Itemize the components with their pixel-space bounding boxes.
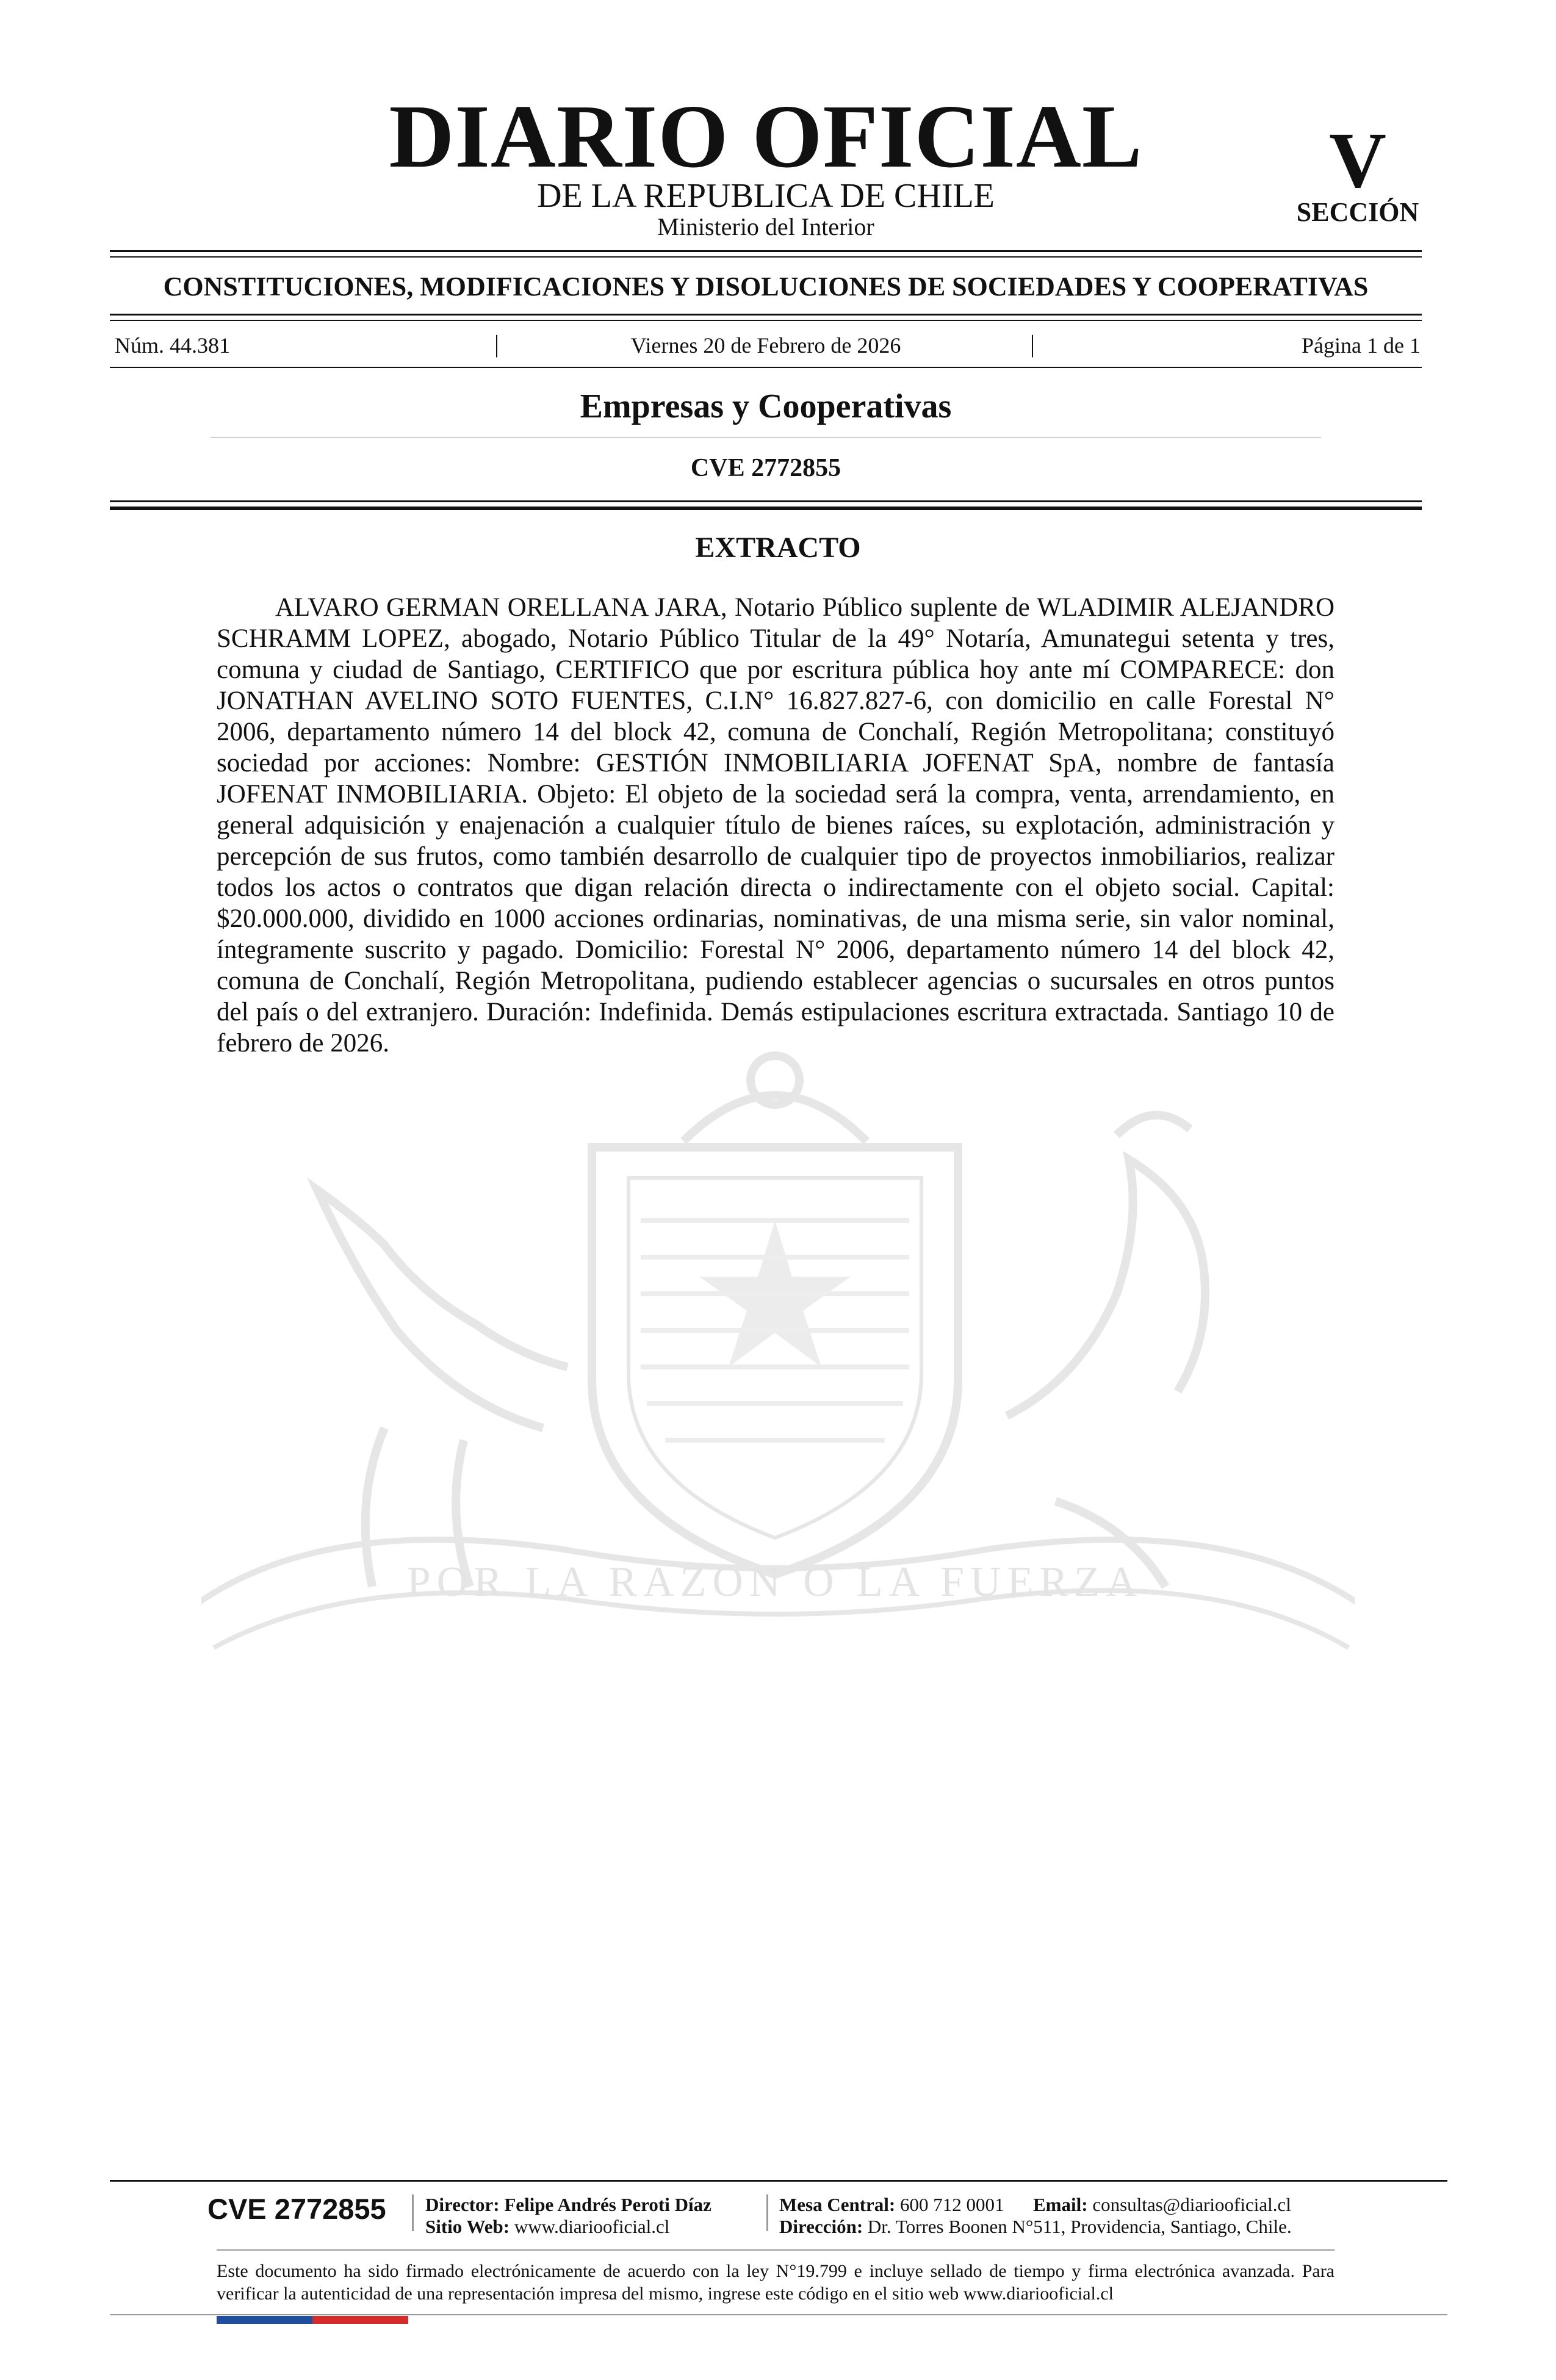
section-number: V [1329,117,1386,204]
footer-rule [110,2180,1447,2182]
footer-website [425,2217,669,2236]
flag-red-stripe [312,2316,408,2324]
watermark-motto: POR LA RAZON O LA FUERZA [406,1559,1144,1606]
issue-page: Página 1 de 1 [1302,333,1421,358]
footer-director [425,2195,711,2214]
address-value: Dr. Torres Boonen N°511, Providencia, Santiago, Chile. [867,2216,1292,2237]
footer-contact [779,2195,1291,2214]
website-label: Sitio Web: [425,2216,510,2237]
flag-stripe [217,2316,408,2324]
email-label: Email: [1033,2194,1088,2215]
masthead-subtitle: DE LA REPUBLICA DE CHILE [537,177,995,215]
verification-notice: Este documento ha sido firmado electrónicamente de acuerdo con la ley N°19.799 e incluye sellado de tiempo y firma electrónica avanzada. Para verificar la autenticidad de una representación impresa del mismo, ingrese este código en el sitio web www.diariooficial.cl [217,2261,1334,2304]
extract-title: EXTRACTO [695,532,861,564]
header-rule [110,320,1422,321]
issue-rule [110,367,1422,368]
header-rule [110,256,1422,258]
masthead-title: DIARIO OFICIAL [389,87,1143,187]
category-title: Empresas y Cooperativas [580,388,952,425]
mesa-phone: 600 712 0001 [900,2194,1004,2215]
issue-date: Viernes 20 de Febrero de 2026 [630,333,901,358]
category-rule [211,437,1321,438]
flag-blue-stripe [217,2316,312,2324]
footer-separator [412,2194,414,2231]
address-label: Dirección: [779,2216,863,2237]
footer-rule [217,2249,1334,2251]
extract-body: ALVARO GERMAN ORELLANA JARA, Notario Público suplente de WLADIMIR ALEJANDRO SCHRAMM LOPEZ, abogado, Notario Público Titular de la 49° Notaría, Amunategui setenta y tres, comuna y ciudad de Santiago, CERTIFICO que por escritura pública hoy ante mí COMPARECE: don JONATHAN AVELINO SOTO FUENTES, C.I.N° 16.827.827-6, con domicilio en calle Forestal N° 2006, departamento número 14 del block 42, comuna de Conchalí, Región Metropolitana; constituyó sociedad por acciones: Nombre: GESTIÓN INMOBILIARIA JOFENAT SpA, nombre de fantasía JOFENAT INMOBILIARIA. Objeto: El objeto de la sociedad será la compra, venta, arrendamiento, en general adquisición y enajenación a cualquier título de bienes raíces, su explotación, administración y percepción de sus frutos, como también desarrollo de cualquier tipo de proyectos inmobiliarios, realizar todos los actos o contratos que digan relación directa o indirectamente con el objeto social. Capital: $20.000.000, dividido en 1000 acciones ordinarias, nominativas, de una misma serie, sin valor nominal, íntegramente suscrito y pagado. Domicilio: Forestal N° 2006, departamento número 14 del block 42, comuna de Conchalí, Región Metropolitana, pudiendo establecer agencias o sucursales en otros puntos del país o del extranjero. Duración: Indefinida. Demás estipulaciones escritura extractada. Santiago 10 de febrero de 2026. [217,593,1334,1058]
section-heading: CONSTITUCIONES, MODIFICACIONES Y DISOLUCIONES DE SOCIEDADES Y COOPERATIVAS [163,272,1369,301]
footer-address [779,2217,1292,2236]
footer-separator [766,2194,768,2231]
coat-of-arms-watermark [201,1037,1355,1678]
header-rule [110,314,1422,316]
footer-rule [110,2314,1447,2315]
issue-separator: | [494,330,500,358]
director-name: Felipe Andrés Peroti Díaz [504,2194,711,2215]
cve-rule [110,500,1422,502]
cve-rule [110,507,1422,510]
header-rule [110,250,1422,252]
director-label: Director: [425,2194,500,2215]
footer-cve-code: CVE 2772855 [207,2193,386,2225]
section-label: SECCIÓN [1296,197,1419,227]
website-link[interactable]: www.diariooficial.cl [514,2216,670,2237]
cve-code: CVE 2772855 [690,454,841,482]
issue-number: Núm. 44.381 [115,333,230,358]
issue-separator: | [1030,330,1036,358]
masthead-ministry: Ministerio del Interior [657,213,874,240]
mesa-label: Mesa Central: [779,2194,896,2215]
email-link[interactable]: consultas@diariooficial.cl [1092,2194,1291,2215]
